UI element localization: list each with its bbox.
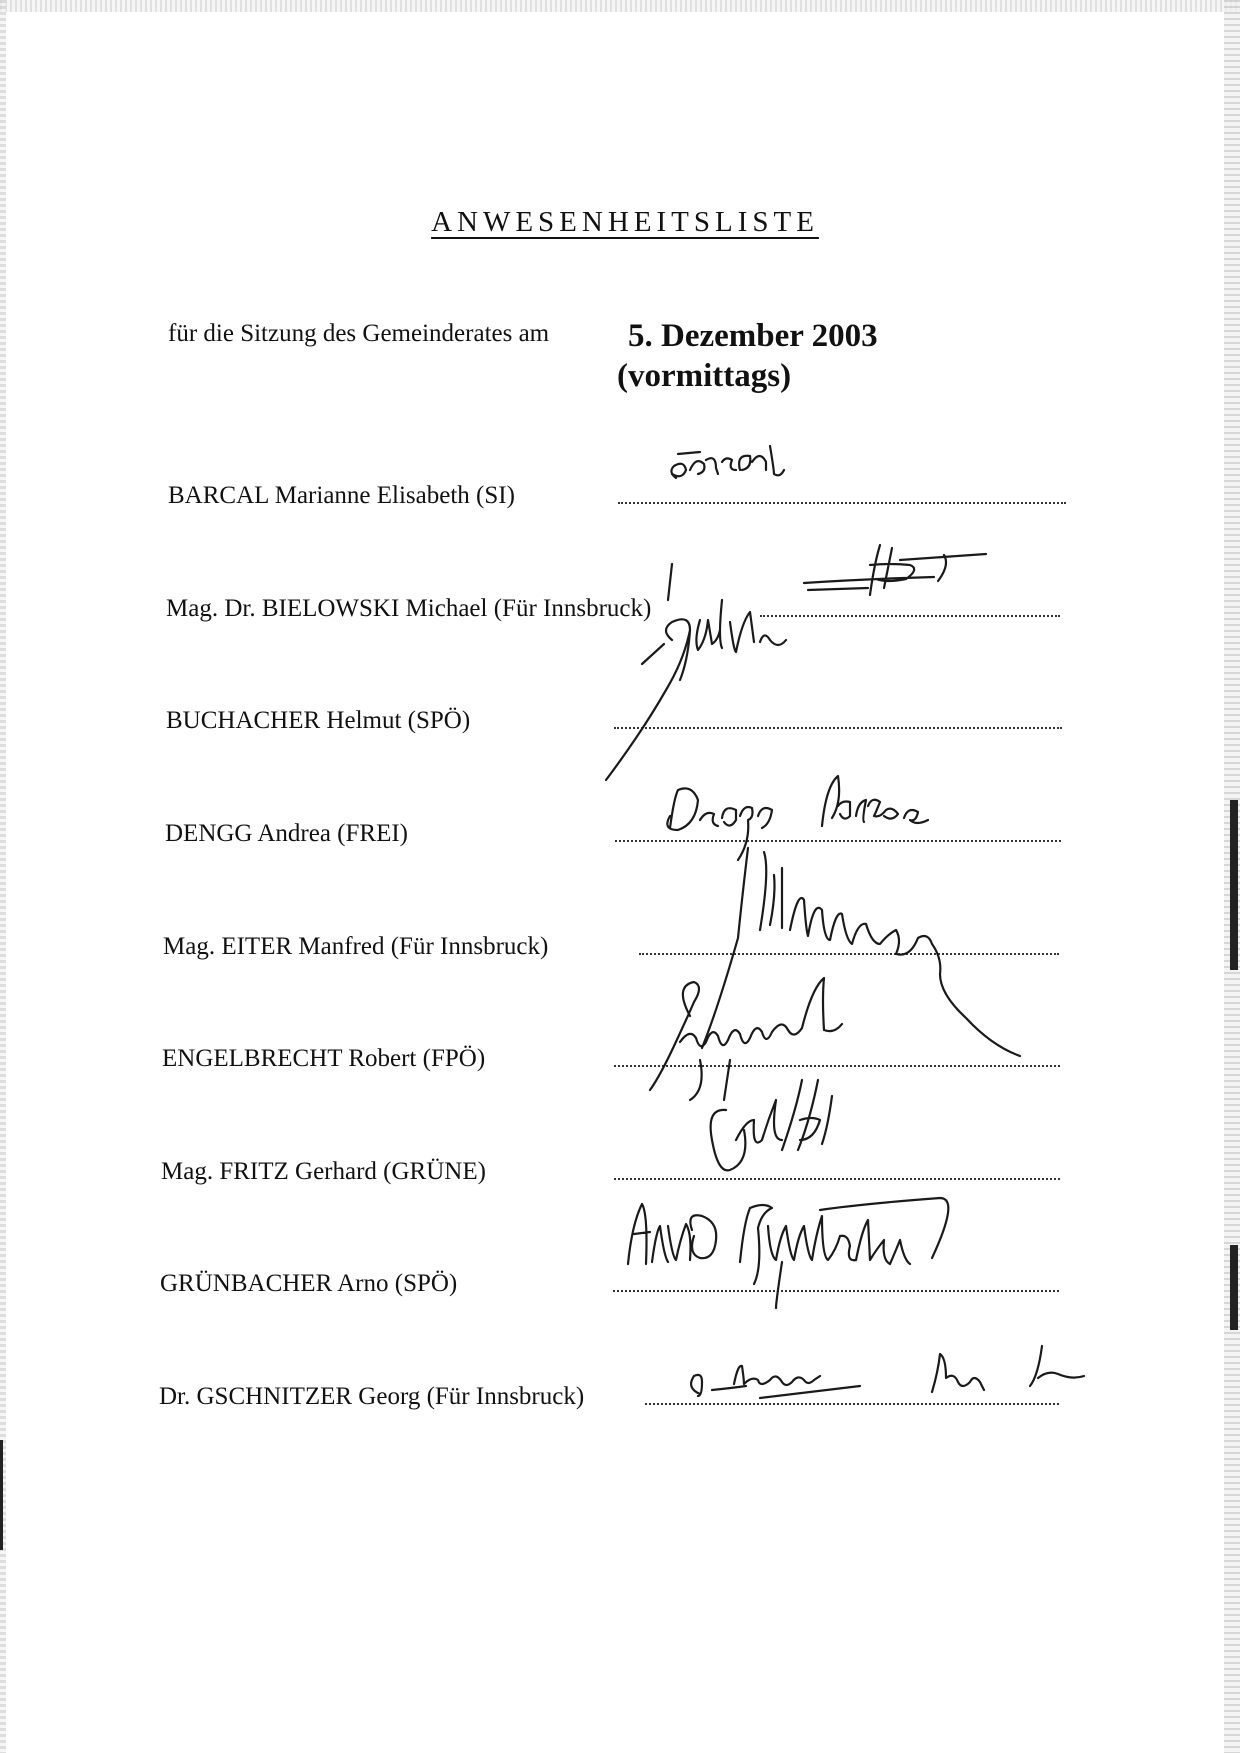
signature-line <box>639 953 1059 955</box>
attendee-row <box>168 470 1068 510</box>
document-title-text: ANWESENHEITSLISTE <box>431 206 819 238</box>
signature-line <box>615 840 1061 842</box>
attendee-row <box>163 921 1063 961</box>
attendee-name: Mag. FRITZ Gerhard (GRÜNE) <box>161 1158 486 1185</box>
attendee-row <box>165 808 1065 848</box>
session-date: 5. Dezember 2003 <box>628 318 878 354</box>
attendee-name: Dr. GSCHNITZER Georg (Für Innsbruck) <box>159 1383 585 1410</box>
document-title <box>0 206 1240 239</box>
signature-line <box>613 1290 1059 1292</box>
attendee-name: DENGG Andrea (FREI) <box>165 820 409 847</box>
attendee-row <box>160 1258 1060 1298</box>
scan-edge-mark <box>0 1440 3 1550</box>
attendee-name: Mag. EITER Manfred (Für Innsbruck) <box>163 933 549 960</box>
signature-line <box>760 615 1060 617</box>
attendee-name: GRÜNBACHER Arno (SPÖ) <box>160 1270 458 1297</box>
session-time: (vormittags) <box>617 358 792 394</box>
scan-edge-top <box>0 0 1240 12</box>
signature-line <box>645 1403 1059 1405</box>
attendee-row <box>159 1371 1059 1411</box>
signature-line <box>618 502 1066 504</box>
attendee-name: BUCHACHER Helmut (SPÖ) <box>166 707 471 734</box>
signature-line <box>614 1065 1060 1067</box>
signature-line <box>614 1178 1060 1180</box>
attendee-name: BARCAL Marianne Elisabeth (SI) <box>168 482 515 509</box>
attendee-name: Mag. Dr. BIELOWSKI Michael (Für Innsbruck) <box>166 595 652 622</box>
attendee-row <box>161 1146 1061 1186</box>
attendee-name: ENGELBRECHT Robert (FPÖ) <box>162 1045 486 1072</box>
scan-edge-mark <box>1230 1245 1238 1330</box>
attendee-row <box>162 1033 1062 1073</box>
attendee-row <box>166 695 1066 735</box>
session-subtitle: für die Sitzung des Gemeinderates am <box>168 320 550 347</box>
signature-line <box>614 727 1062 729</box>
scan-edge-mark <box>1230 800 1238 970</box>
attendee-row <box>166 583 1066 623</box>
